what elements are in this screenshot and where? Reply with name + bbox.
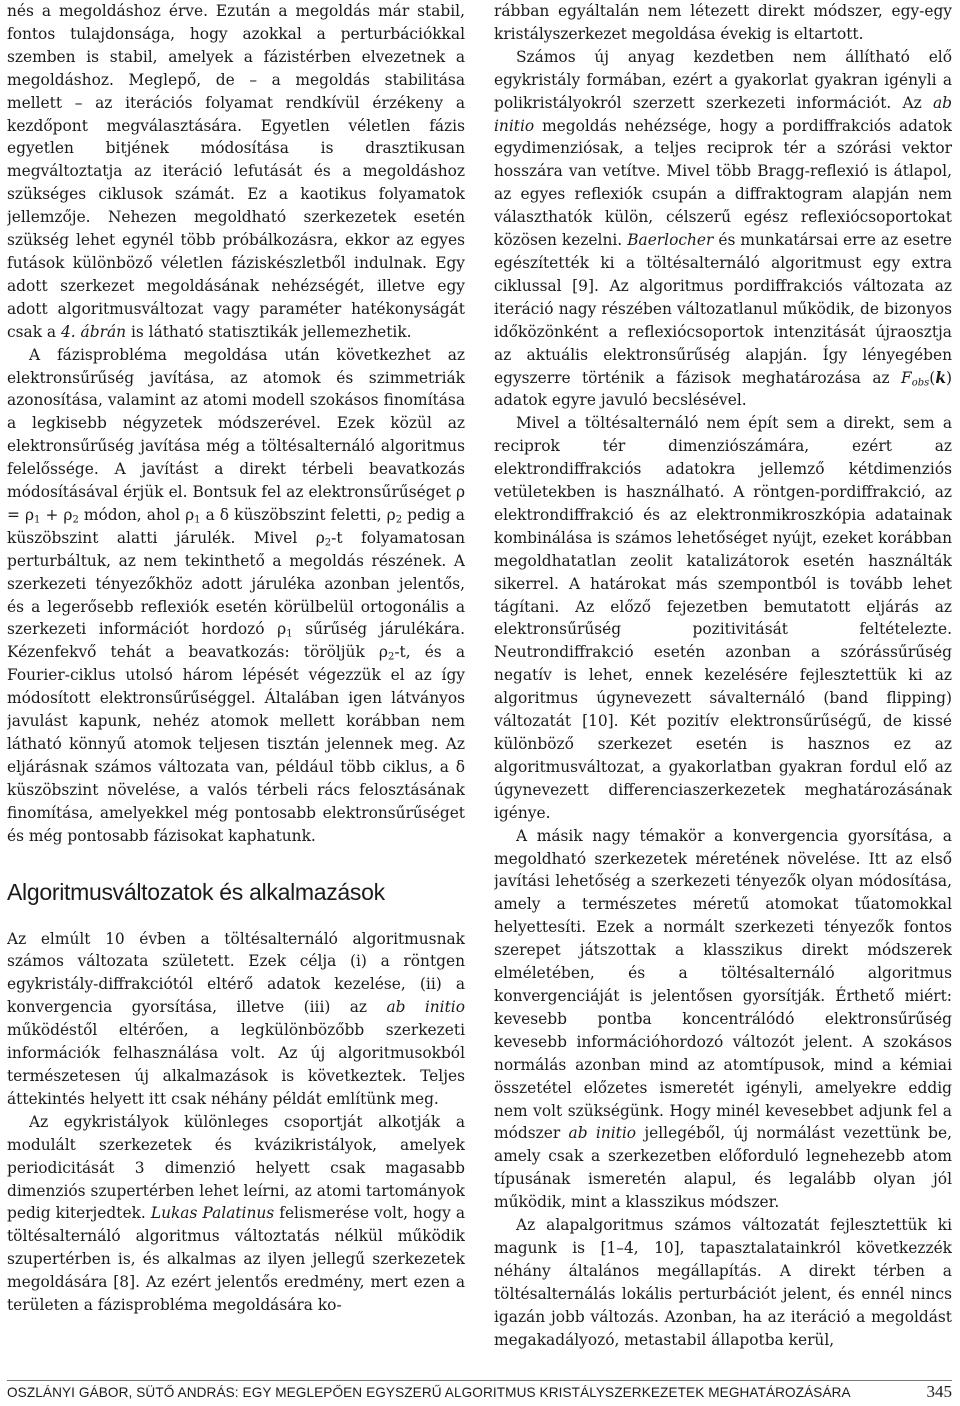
paragraph-chaotic-iteration: nés a megoldáshoz érve. Ezután a megoldás már stabil, fontos tulajdonsága, hogy azokkal a perturbációkkal szemben is stabil, amelyek a fázistérben elvezetnek a megoldáshoz. Meglepő, de – a megoldás stabilitása mellett – az iterációs folyamat rendkívül érzékeny a kezdőpont megválasztására. Egyetlen véletlen fázis egyetlen bitjének módosítása is drasztikusan megváltoztatja az iteráció lefutását és a megoldáshoz szükséges ciklusok számát. Ez a kaotikus folyamatok jellemzője. Nehezen megoldható szerkezetek esetén szükség lehet egynél több próbálkozásra, ekkor az egyes futások különböző véletlen fáziskészletből indulnak. Egy adott szerkezet megoldásának nehézségét, illetve egy adott algoritmusváltozat vagy paraméter hatékonyságát csak a 4. ábrán is látható statisztikák jellemezhetik. bbox=[7, 2, 465, 341]
paragraph-convergence: A másik nagy témakör a konvergencia gyorsítása, a megoldható szerkezetek méretének növelése. Itt az első javítási lehetőség a szerkezeti tényezők olyan módosítása, amely a természetes méretű atomokat tűatomokkal helyettesíti. Ezek a normált szerkezeti tényezők fontos szerepet játszottak a klasszikus direkt módszerek elméletében, és a töltésalternáló algoritmus konvergenciáját is jelentősen gyorsítják. Érthető miért: kevesebb pontba koncentrálódó elektronsűrűség kevesebb információhordozó változót jelent. A szokásos normálás azonban mind az atomtípusok, mind a kémiai összetétel előzetes ismeretét igényli, amelyekre eddig nem volt szükségünk. Hogy minél kevesebbet adjunk fel a módszer ab initio jellegéből, új normálást vezettünk be, amely csak a szerkezetben előforduló legnehezebb atom típusának ismeretén alapul, és legalább olyan jól működik, mint a klasszikus módszer. bbox=[494, 826, 952, 1212]
running-title: OSZLÁNYI GÁBOR, SÜTŐ ANDRÁS: EGY MEGLEPŐEN EGYSZERŰ ALGORITMUS KRISTÁLYSZERKEZETEK MEGHATÁROZÁSÁRA bbox=[7, 1385, 851, 1400]
paragraph-continuation: rábban egyáltalán nem létezett direkt módszer, egy-egy kristályszerkezet megoldása évekig is eltartott. bbox=[494, 2, 952, 43]
page-footer bbox=[7, 1380, 952, 1403]
paragraph-density-improvement: A fázisprobléma megoldása után következhet az elektronsűrűség javítása, az atomok és szimmetriák azonosítása, valamint az atomi modell szokásos finomítása a legkisebb négyzetek módszerével. Ezek közül az elektronsűrűség javítása még a töltésalternáló algoritmus felelőssége. A javítást a direkt térbeli beavatkozás módosításával érjük el. Bontsuk fel az elektronsűrűséget $\rho = \rho_1 + \rho_2$ módon, ahol $\rho_1$ a δ küszöbszint feletti, $\rho_2$ pedig a küszöbszint alatti járulék. Mivel $\rho_2-t$ folyamatosan perturbáltuk, az nem tekinthető a megoldás részének. A szerkezeti tényezőkhöz adott járuléka azonban jelentős, és a legerősebb reflexiók esetén körülbelül ortogonális a szerkezeti információt hordozó $\rho_1$ sűrűség járulékára. Kézenfekvő tehát a beavatkozás: töröljük $\rho_2-t$, és a Fourier-ciklus utolsó három lépését végezzük el az így módosított elektronsűrűséggel. Általában igen látványos javulást kapunk, nehéz atomok mellett korábban nem látható könnyű atomok teljesen tisztán jelennek meg. Az eljárásnak számos változata van, például több ciklus, a δ küszöbszint növelése, a valós térbeli rács felosztásának finomítása, amelyekkel még pontosabb elektronsűrűséget és még pontosabb fázisokat kaphatunk. bbox=[7, 345, 465, 845]
paragraph-electron-diffraction: Mivel a töltésalternáló nem épít sem a direkt, sem a reciprok tér dimenziószámára, ezért az elektrondiffrakciós adatokra jellemző kétdimenziós vetületekben is használható. A röntgen-pordiffrakció, az elektrondiffrakció és az elektronmikroszkópia adatainak kombinálása is számos lehetőséget nyújt, ezeket korábban megoldhatatlan zeolit katalizátorok esetén használták sikerrel. A határokat más szempontból is tovább lehet tágítani. Az előző fejezetben bemutatott eljárás az elektronsűrűség pozitivitását feltételezte. Neutrondiffrakció esetén azonban a szórássűrűség negatív is lehet, ennek kezelésére fejlesztettük ki az algoritmus úgynevezett sávalternáló (band flipping) változatát [10]. Két pozitív elektronsűrűségű, de kissé különböző szerkezet esetén is hasznos ez az algoritmusváltozat, a gyakorlatban gyakran fordul elő az úgynevezett differenciaszerkezetek meghatározásának igénye. bbox=[494, 414, 952, 822]
paragraph-modulated-structures: Az egykristályok különleges csoportját alkotják a modulált szerkezetek és kvázikristályok, amelyek periodicitását 3 dimenzió helyett csak magasabb dimenziós szupertérben lehet leírni, az atomi tartományok pedig kiterjedtek. Lukas Palatinus felismerése volt, hogy a töltésalternáló algoritmus változtatás nélkül működik szupertérben is, és alkalmas az ilyen jellegű szerkezetek megoldására [8]. Az ezért jelentős eredmény, mert ezen a területen a fázisprobléma megoldására ko- bbox=[7, 1112, 465, 1315]
left-column bbox=[7, 0, 465, 1368]
paragraph-base-algorithm: Az alapalgoritmus számos változatát fejlesztettük ki magunk is [1–4, 10], tapasztalatainkról következzék néhány általános megállapítás. A direkt térben a töltésalternálás lokális perturbációt jelent, és ennél nincs igazán jobb változás. Azonban, ha az iteráció a megoldást megakadályozó, metastabil állapotba kerül, bbox=[494, 1216, 952, 1349]
paragraph-variants-intro: Az elmúlt 10 évben a töltésalternáló algoritmusnak számos változata született. Ezek célja (i) a röntgen egykristály-diffrakciótól eltérő adatok kezelése, (ii) a konvergencia gyorsítása, illetve (iii) az ab initio működéstől eltérően, a legkülönbözőbb szerkezeti információk felhasználása volt. Az új algoritmusokból természetesen új alkalmazások is következtek. Teljes áttekintés helyett itt csak néhány példát említünk meg. bbox=[7, 929, 465, 1108]
page-number: 345 bbox=[926, 1382, 952, 1401]
paragraph-powder-diffraction: Számos új anyag kezdetben nem állítható elő egykristály formában, ezért a gyakorlat gyakran igényli a polikristályokról szerzett szerkezeti információt. Az ab initio megoldás nehézsége, hogy a pordiffrakciós adatok egydimenziósak, a teljes reciprok tér a szórási vektor hosszára van vetítve. Mivel több Bragg-reflexió is átlapol, az egyes reflexiók csupán a diffraktogram alapján nem választhatók külön, célszerű egész reflexiócsoportokat közösen kezelni. Baerlocher és munkatársai erre az esetre egészítették ki a töltésalternáló algoritmust egy extra ciklussal [9]. Az algoritmus pordiffrakciós változata az iteráció nagy részében változatlanul működik, de bizonyos időközönként a reflexiócsoportok intenzitását újraosztja az aktuális elektronsűrűség alapján. Így lényegében egyszerre történik a fázisok meghatározása az $F_{obs}(k)$ adatok egyre javuló becslésével. bbox=[494, 47, 952, 410]
right-column bbox=[494, 0, 952, 1368]
section-heading: Algoritmusváltozatok és alkalmazások bbox=[7, 878, 385, 905]
